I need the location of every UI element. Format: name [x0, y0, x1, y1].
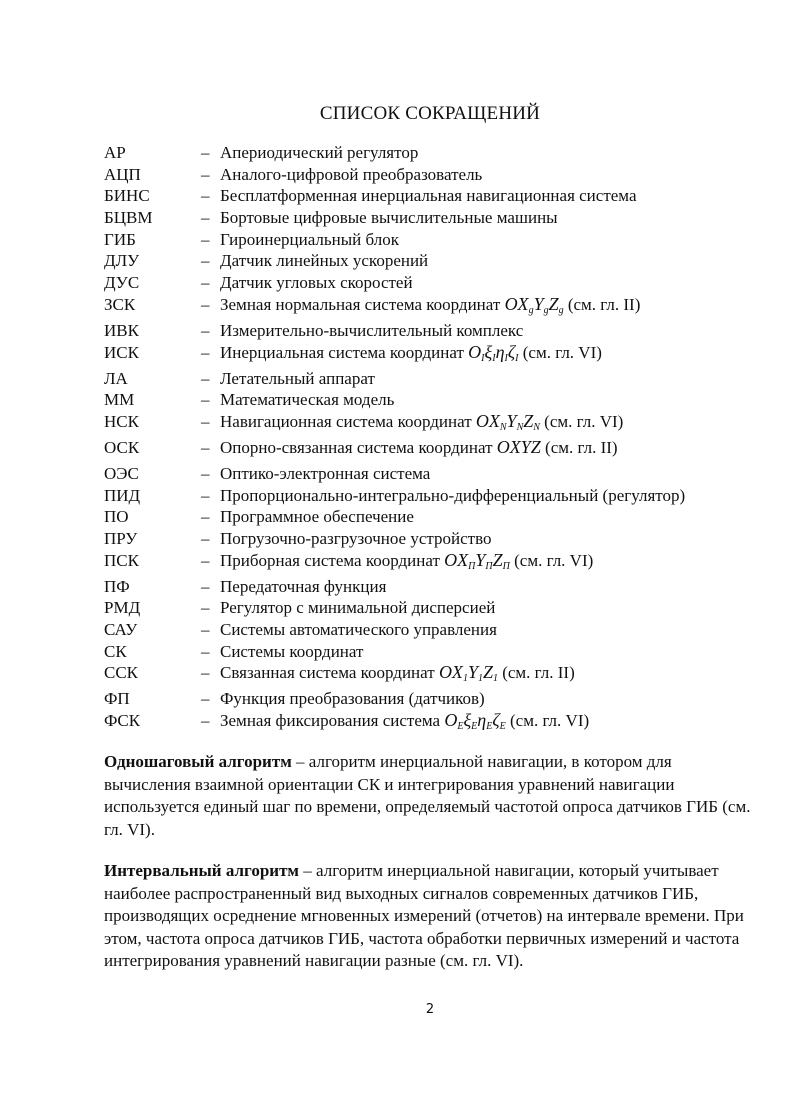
- page-number: 2: [425, 1002, 435, 1017]
- abbreviation-term: ГИБ: [104, 229, 136, 249]
- paragraph-term: Интервальный алгоритм: [104, 861, 300, 880]
- abbreviation-row: [104, 619, 764, 641]
- dash-separator: –: [201, 663, 210, 683]
- coordinate-formula: OXYZ: [496, 436, 541, 457]
- abbreviation-definition: [220, 164, 482, 185]
- abbreviation-term: РМД: [104, 598, 141, 618]
- dash-separator: –: [201, 273, 210, 293]
- dash-separator: –: [201, 550, 210, 570]
- dash-separator: –: [201, 689, 210, 709]
- dash-separator: –: [201, 411, 210, 431]
- abbreviation-row: [104, 368, 764, 390]
- paragraph-term: Одношаговый алгоритм: [104, 752, 292, 771]
- abbreviation-list: [104, 142, 764, 736]
- abbreviation-term: ДЛУ: [104, 251, 140, 271]
- chapter-reference: (см. гл. II): [545, 437, 618, 457]
- chapter-reference: (см. гл. VI): [522, 342, 602, 362]
- dash-separator: –: [201, 528, 210, 548]
- abbreviation-term: НСК: [104, 411, 139, 431]
- abbreviation-definition: [220, 250, 428, 271]
- abbreviation-term: БИНС: [104, 186, 150, 206]
- abbreviation-term: ПФ: [104, 576, 130, 596]
- definition-text: Математическая модель: [220, 390, 395, 410]
- abbreviation-definition: [220, 662, 575, 689]
- definition-text: Приборная система координат: [220, 550, 440, 570]
- abbreviation-term: ОСК: [104, 437, 140, 457]
- definition-text: Аналого-цифровой преобразователь: [220, 164, 483, 184]
- abbreviation-term: ЛА: [104, 368, 128, 388]
- chapter-reference: (см. гл. VI): [509, 711, 590, 731]
- page-title: СПИСОК СОКРАЩЕНИЙ: [319, 103, 541, 124]
- abbreviation-definition: [220, 185, 636, 206]
- abbreviation-term: ИСК: [104, 342, 139, 362]
- paragraph-text: алгоритм инерциальной навигации, в котором для вычисления взаимной ориентации СК и интегрирования уравнений навигации используется единый шаг по времени, определяемый частотой опроса датчиков ГИБ (см. гл. VI).: [104, 752, 751, 839]
- abbreviation-definition: [220, 485, 685, 506]
- abbreviation-row: [104, 688, 764, 710]
- dash-separator: –: [201, 620, 210, 639]
- abbreviation-definition: [220, 229, 399, 250]
- abbreviation-row: [104, 576, 764, 598]
- abbreviation-term: АР: [104, 143, 126, 162]
- abbreviation-definition: [220, 411, 623, 438]
- definition-text: Системы автоматического управления: [220, 620, 497, 639]
- abbreviation-definition: [220, 368, 375, 389]
- dash-separator: –: [201, 251, 210, 271]
- dash-separator: –: [201, 229, 210, 249]
- definition-paragraph: Одношаговый алгоритм – алгоритм инерциальной навигации, в котором для вычисления взаимной ориентации СК и интегрирования уравнений навигации используется единый шаг по времени, определяемый частотой опроса датчиков ГИБ (см. гл. VI).: [104, 752, 751, 839]
- definition-paragraph: Интервальный алгоритм – алгоритм инерциальной навигации, который учитывает наиболее распространенный вид выходных сигналов современных датчиков ГИБ, производящих осреднение мгновенных измерений (отчетов) на интервале времени. При этом, частота опроса датчиков ГИБ, частота обработки первичных измерений и частота интегрирования уравнений навигации разные (см. гл. VI).: [104, 861, 744, 970]
- abbreviation-definition: [220, 641, 363, 662]
- abbreviation-term: СК: [104, 641, 127, 661]
- abbreviation-term: ИВК: [104, 320, 139, 340]
- dash-separator: –: [201, 485, 210, 505]
- abbreviation-definition: [220, 710, 589, 737]
- abbreviation-definition: [220, 528, 492, 549]
- dash-separator: –: [201, 598, 210, 618]
- definition-text: Инерциальная система координат: [220, 342, 464, 362]
- abbreviation-row: [104, 485, 764, 507]
- abbreviation-term: ПИД: [104, 485, 141, 505]
- dash-separator: –: [201, 294, 210, 314]
- definition-text: Земная нормальная система координат: [220, 294, 501, 314]
- abbreviation-row: [104, 597, 764, 619]
- abbreviation-row: [104, 320, 764, 342]
- abbreviation-term: ФСК: [104, 711, 141, 731]
- dash-separator: –: [201, 342, 210, 362]
- abbreviation-term: ММ: [104, 390, 135, 410]
- abbreviation-definition: [220, 597, 495, 618]
- abbreviation-term: АЦП: [104, 164, 141, 184]
- coordinate-formula: $OX_NY_NZ_N$: [475, 410, 540, 433]
- coordinate-formula: $OX_gY_gZ_g$: [504, 293, 564, 316]
- definition-text: Передаточная функция: [220, 576, 387, 596]
- definition-text: Связанная система координат: [220, 663, 435, 683]
- definition-text: Навигационная система координат: [220, 411, 472, 431]
- abbreviation-term: ЗСК: [104, 294, 136, 314]
- dash-separator: –: [201, 390, 210, 410]
- abbreviation-definition: [220, 272, 413, 293]
- abbreviation-row: [104, 272, 764, 294]
- abbreviation-definition: [220, 142, 418, 163]
- abbreviation-definition: [220, 506, 414, 527]
- abbreviation-row: [104, 207, 764, 229]
- dash-separator: –: [201, 641, 210, 661]
- abbreviation-row: [104, 528, 764, 550]
- definition-text: Опорно-связанная система координат: [220, 437, 493, 457]
- chapter-reference: (см. гл. II): [502, 663, 575, 683]
- abbreviation-term: БЦВМ: [104, 208, 153, 228]
- abbreviation-row: [104, 641, 764, 663]
- definition-text: Программное обеспечение: [220, 507, 414, 527]
- chapter-reference: (см. гл. VI): [544, 411, 624, 431]
- abbreviation-definition: [220, 342, 602, 369]
- abbreviation-term: ОЭС: [104, 463, 139, 483]
- abbreviation-term: ССК: [104, 663, 139, 683]
- abbreviation-row: [104, 506, 764, 528]
- dash-separator: –: [201, 164, 210, 184]
- dash-separator: –: [201, 463, 210, 483]
- dash-separator: –: [201, 507, 210, 527]
- abbreviation-definition: [220, 294, 640, 321]
- abbreviation-row: [104, 142, 764, 164]
- abbreviation-row: [104, 250, 764, 272]
- definition-text: Погрузочно-разгрузочное устройство: [220, 528, 492, 548]
- definition-text: Летательный аппарат: [220, 368, 375, 388]
- abbreviation-definition: [220, 389, 394, 410]
- abbreviation-row: [104, 463, 764, 485]
- abbreviation-row: [104, 662, 764, 688]
- abbreviation-term: ФП: [104, 689, 130, 709]
- definition-text: Измерительно-вычислительный комплекс: [220, 320, 524, 340]
- dash-separator: –: [201, 368, 210, 388]
- dash-separator: –: [201, 320, 210, 340]
- definition-text: Пропорционально-интегрально-дифференциальный (регулятор): [220, 485, 686, 505]
- dash-separator: –: [201, 576, 210, 596]
- abbreviation-row: [104, 342, 764, 368]
- abbreviation-row: [104, 550, 764, 576]
- abbreviation-term: ДУС: [104, 273, 140, 293]
- coordinate-formula: $O_E\xi_E\eta_E\zeta_E$: [444, 710, 506, 733]
- abbreviation-definition: [220, 207, 558, 228]
- paragraph-text: алгоритм инерциальной навигации, который учитывает наиболее распространенный вид выходных сигналов современных датчиков ГИБ, производящих осреднение мгновенных измерений (отчетов) на интервале времени. При этом, частота опроса датчиков ГИБ, частота обработки первичных измерений и частота интегрирования уравнений навигации разные (см. гл. VI).: [104, 861, 744, 970]
- definition-text: Бесплатформенная инерциальная навигационная система: [220, 186, 637, 206]
- abbreviation-row: [104, 389, 764, 411]
- abbreviation-term: ПРУ: [104, 528, 138, 548]
- coordinate-formula: $O_I\xi_I\eta_I\zeta_I$: [468, 341, 519, 364]
- definition-text: Системы координат: [220, 641, 364, 661]
- definition-text: Датчик угловых скоростей: [220, 273, 413, 293]
- definition-text: Датчик линейных ускорений: [220, 251, 429, 271]
- coordinate-formula: $OX_1Y_1Z_1$: [438, 662, 498, 685]
- dash-separator: –: [201, 143, 210, 162]
- abbreviation-row: [104, 164, 764, 186]
- abbreviation-row: [104, 411, 764, 437]
- abbreviation-definition: [220, 576, 386, 597]
- abbreviation-row: [104, 185, 764, 207]
- abbreviation-row: [104, 229, 764, 251]
- abbreviation-definition: [220, 437, 618, 458]
- abbreviation-definition: [220, 320, 523, 341]
- definition-text: Апериодический регулятор: [220, 143, 419, 162]
- dash-separator: –: [201, 208, 210, 228]
- definition-text: Функция преобразования (датчиков): [220, 689, 485, 709]
- abbreviation-definition: [220, 463, 430, 484]
- abbreviation-term: ПСК: [104, 550, 139, 570]
- definition-text: Бортовые цифровые вычислительные машины: [220, 208, 558, 228]
- definition-text: Оптико-электронная система: [220, 463, 431, 483]
- abbreviation-definition: [220, 550, 593, 577]
- definition-text: Регулятор с минимальной дисперсией: [220, 598, 496, 618]
- definition-text: Земная фиксирования система: [220, 711, 441, 731]
- dash-separator: –: [201, 186, 210, 206]
- chapter-reference: (см. гл. VI): [514, 550, 594, 570]
- dash-separator: –: [201, 437, 210, 457]
- chapter-reference: (см. гл. II): [567, 294, 641, 314]
- abbreviation-row: [104, 710, 764, 736]
- abbreviation-term: ПО: [104, 507, 129, 527]
- abbreviation-row: [104, 437, 764, 463]
- dash-separator: –: [201, 711, 210, 731]
- abbreviation-definition: [220, 619, 497, 640]
- abbreviation-row: [104, 294, 764, 320]
- coordinate-formula: $OX_ПY_ПZ_П$: [444, 549, 510, 572]
- abbreviation-term: САУ: [104, 620, 138, 639]
- definition-text: Гироинерциальный блок: [220, 229, 399, 249]
- abbreviation-definition: [220, 688, 485, 709]
